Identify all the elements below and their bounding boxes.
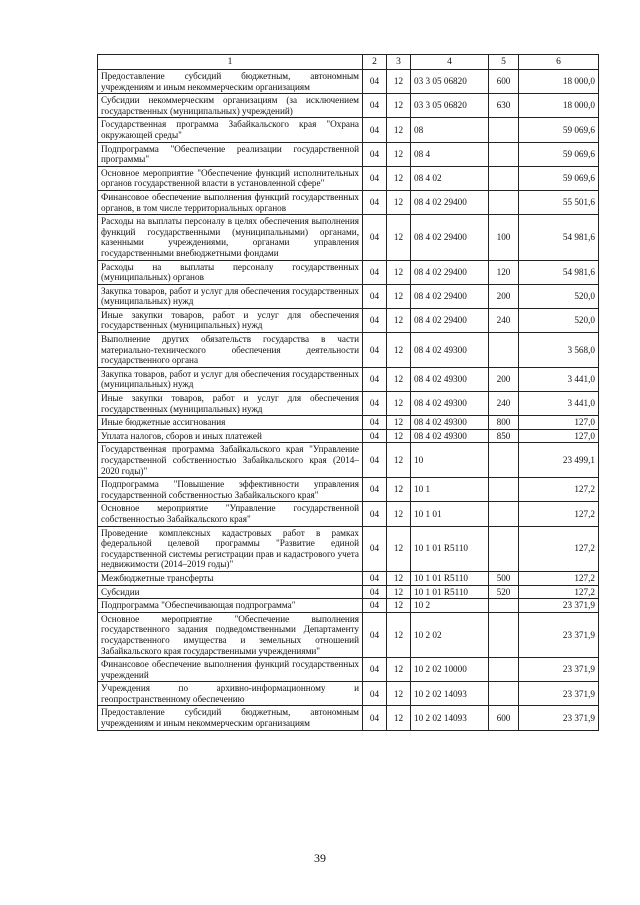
header-cell-expense-type: 5 (489, 55, 519, 70)
section-code: 04 (363, 526, 387, 571)
target-article-code: 08 4 02 29400 (411, 190, 489, 214)
target-article-code: 03 3 05 06820 (411, 94, 489, 118)
item-name: Финансовое обеспечение выполнения функций государственных учреждений (98, 658, 363, 682)
expense-type-code: 520 (489, 585, 519, 599)
table-row (98, 682, 599, 706)
expense-type-code (489, 599, 519, 613)
item-name: Основное мероприятие "Обеспечение функций исполнительных органов государственной власти в установленной сфере" (98, 166, 363, 190)
table-row (98, 260, 599, 284)
expense-type-code (489, 658, 519, 682)
amount: 54 981,6 (519, 260, 599, 284)
table-row (98, 215, 599, 260)
table-row (98, 308, 599, 332)
section-code: 04 (363, 333, 387, 368)
table-row (98, 443, 599, 478)
target-article-code: 10 2 02 10000 (411, 658, 489, 682)
subsection-code: 12 (387, 284, 411, 308)
target-article-code: 10 1 01 R5110 (411, 585, 489, 599)
subsection-code: 12 (387, 682, 411, 706)
item-name: Выполнение других обязательств государства в части материально-технического обеспечения деятельности государственного органа (98, 333, 363, 368)
subsection-code: 12 (387, 429, 411, 443)
item-name: Расходы на выплаты персоналу в целях обеспечения выполнения функций государственными (муниципальными) органами, казенными учреждениями, органами управления государственными внебюджетными фондами (98, 215, 363, 260)
expense-type-code: 240 (489, 308, 519, 332)
page-number: 39 (314, 851, 326, 865)
target-article-code: 08 4 02 (411, 166, 489, 190)
section-code: 04 (363, 612, 387, 657)
target-article-code: 10 2 (411, 599, 489, 613)
target-article-code: 03 3 05 06820 (411, 70, 489, 94)
subsection-code: 12 (387, 333, 411, 368)
table-row (98, 333, 599, 368)
expense-type-code (489, 190, 519, 214)
section-code: 04 (363, 682, 387, 706)
item-name: Учреждения по архивно-информационному и геопространственному обеспечению (98, 682, 363, 706)
target-article-code: 08 (411, 118, 489, 142)
expense-type-code: 200 (489, 367, 519, 391)
subsection-code: 12 (387, 367, 411, 391)
table-row (98, 478, 599, 502)
amount: 59 069,6 (519, 118, 599, 142)
target-article-code: 10 1 01 R5110 (411, 526, 489, 571)
amount: 23 371,9 (519, 682, 599, 706)
section-code: 04 (363, 429, 387, 443)
item-name: Межбюджетные трансферты (98, 571, 363, 585)
item-name: Субсидии некоммерческим организациям (за исключением государственных (муниципальных) учреждений) (98, 94, 363, 118)
amount: 127,2 (519, 478, 599, 502)
amount: 23 371,9 (519, 599, 599, 613)
expense-type-code (489, 443, 519, 478)
target-article-code: 10 (411, 443, 489, 478)
subsection-code: 12 (387, 190, 411, 214)
amount: 127,2 (519, 502, 599, 526)
table-row (98, 526, 599, 571)
amount: 18 000,0 (519, 94, 599, 118)
amount: 23 499,1 (519, 443, 599, 478)
amount: 3 441,0 (519, 367, 599, 391)
section-code: 04 (363, 502, 387, 526)
section-code: 04 (363, 166, 387, 190)
section-code: 04 (363, 585, 387, 599)
amount: 127,0 (519, 429, 599, 443)
expense-type-code: 240 (489, 392, 519, 416)
table-row (98, 284, 599, 308)
section-code: 04 (363, 571, 387, 585)
target-article-code: 08 4 (411, 142, 489, 166)
table-row (98, 416, 599, 430)
target-article-code: 10 2 02 14093 (411, 682, 489, 706)
subsection-code: 12 (387, 443, 411, 478)
target-article-code: 08 4 02 29400 (411, 215, 489, 260)
subsection-code: 12 (387, 585, 411, 599)
expense-type-code: 500 (489, 571, 519, 585)
section-code: 04 (363, 392, 387, 416)
expense-type-code: 200 (489, 284, 519, 308)
amount: 55 501,6 (519, 190, 599, 214)
item-name: Расходы на выплаты персоналу государственных (муниципальных) органов (98, 260, 363, 284)
amount: 54 981,6 (519, 215, 599, 260)
subsection-code: 12 (387, 70, 411, 94)
expense-type-code (489, 118, 519, 142)
target-article-code: 08 4 02 29400 (411, 260, 489, 284)
target-article-code: 10 1 01 (411, 502, 489, 526)
item-name: Предоставление субсидий бюджетным, автономным учреждениям и иным некоммерческим организациям (98, 70, 363, 94)
expense-type-code (489, 526, 519, 571)
amount: 3 568,0 (519, 333, 599, 368)
header-cell-name: 1 (98, 55, 363, 70)
header-cell-section: 2 (363, 55, 387, 70)
target-article-code: 10 2 02 14093 (411, 706, 489, 730)
amount: 23 371,9 (519, 612, 599, 657)
table-row (98, 367, 599, 391)
target-article-code: 08 4 02 49300 (411, 429, 489, 443)
expense-type-code (489, 142, 519, 166)
table-row (98, 612, 599, 657)
target-article-code: 10 2 02 (411, 612, 489, 657)
table-body (98, 70, 599, 731)
amount: 127,0 (519, 416, 599, 430)
section-code: 04 (363, 367, 387, 391)
subsection-code: 12 (387, 526, 411, 571)
section-code: 04 (363, 94, 387, 118)
item-name: Иные закупки товаров, работ и услуг для обеспечения государственных (муниципальных) нужд (98, 308, 363, 332)
section-code: 04 (363, 118, 387, 142)
table-row (98, 70, 599, 94)
amount: 23 371,9 (519, 706, 599, 730)
subsection-code: 12 (387, 166, 411, 190)
item-name: Предоставление субсидий бюджетным, автономным учреждениям и иным некоммерческим организациям (98, 706, 363, 730)
table-row (98, 429, 599, 443)
section-code: 04 (363, 658, 387, 682)
expense-type-code (489, 478, 519, 502)
subsection-code: 12 (387, 94, 411, 118)
item-name: Иные закупки товаров, работ и услуг для обеспечения государственных (муниципальных) нужд (98, 392, 363, 416)
table-row (98, 571, 599, 585)
target-article-code: 08 4 02 49300 (411, 392, 489, 416)
item-name: Иные бюджетные ассигнования (98, 416, 363, 430)
subsection-code: 12 (387, 215, 411, 260)
header-row (98, 55, 599, 70)
section-code: 04 (363, 308, 387, 332)
table-row (98, 94, 599, 118)
target-article-code: 08 4 02 29400 (411, 308, 489, 332)
target-article-code: 08 4 02 49300 (411, 333, 489, 368)
subsection-code: 12 (387, 416, 411, 430)
subsection-code: 12 (387, 599, 411, 613)
item-name: Подпрограмма "Обеспечение реализации государственной программы" (98, 142, 363, 166)
table-row (98, 190, 599, 214)
item-name: Подпрограмма "Повышение эффективности управления государственной собственностью Забайкальского края" (98, 478, 363, 502)
amount: 23 371,9 (519, 658, 599, 682)
section-code: 04 (363, 706, 387, 730)
table-row (98, 502, 599, 526)
item-name: Закупка товаров, работ и услуг для обеспечения государственных (муниципальных) нужд (98, 367, 363, 391)
amount: 520,0 (519, 284, 599, 308)
subsection-code: 12 (387, 502, 411, 526)
subsection-code: 12 (387, 142, 411, 166)
expense-type-code: 600 (489, 70, 519, 94)
subsection-code: 12 (387, 260, 411, 284)
table-row (98, 118, 599, 142)
expense-type-code: 850 (489, 429, 519, 443)
header-cell-subsection: 3 (387, 55, 411, 70)
subsection-code: 12 (387, 658, 411, 682)
table-row (98, 599, 599, 613)
expense-type-code: 600 (489, 706, 519, 730)
target-article-code: 08 4 02 29400 (411, 284, 489, 308)
subsection-code: 12 (387, 612, 411, 657)
amount: 127,2 (519, 571, 599, 585)
section-code: 04 (363, 416, 387, 430)
subsection-code: 12 (387, 571, 411, 585)
item-name: Закупка товаров, работ и услуг для обеспечения государственных (муниципальных) нужд (98, 284, 363, 308)
item-name: Подпрограмма "Обеспечивающая подпрограмма" (98, 599, 363, 613)
target-article-code: 08 4 02 49300 (411, 416, 489, 430)
item-name: Основное мероприятие "Обеспечение выполнения государственного задания подведомственными Департаменту государственного имущества и земельных отношений Забайкальского края государственными учреждениями" (98, 612, 363, 657)
table-row (98, 166, 599, 190)
item-name: Финансовое обеспечение выполнения функций государственных органов, в том числе территориальных органов (98, 190, 363, 214)
table-row (98, 658, 599, 682)
section-code: 04 (363, 260, 387, 284)
section-code: 04 (363, 215, 387, 260)
expense-type-code (489, 166, 519, 190)
expense-type-code (489, 612, 519, 657)
header-cell-amount: 6 (519, 55, 599, 70)
budget-table (97, 54, 599, 731)
table-row (98, 706, 599, 730)
section-code: 04 (363, 284, 387, 308)
section-code: 04 (363, 142, 387, 166)
amount: 3 441,0 (519, 392, 599, 416)
target-article-code: 10 1 01 R5110 (411, 571, 489, 585)
item-name: Основное мероприятие "Управление государственной собственностью Забайкальского края" (98, 502, 363, 526)
target-article-code: 10 1 (411, 478, 489, 502)
table-row (98, 142, 599, 166)
subsection-code: 12 (387, 118, 411, 142)
amount: 127,2 (519, 585, 599, 599)
section-code: 04 (363, 478, 387, 502)
item-name: Уплата налогов, сборов и иных платежей (98, 429, 363, 443)
item-name: Государственная программа Забайкальского края "Охрана окружающей среды" (98, 118, 363, 142)
expense-type-code: 100 (489, 215, 519, 260)
amount: 59 069,6 (519, 142, 599, 166)
amount: 520,0 (519, 308, 599, 332)
section-code: 04 (363, 443, 387, 478)
amount: 18 000,0 (519, 70, 599, 94)
expense-type-code (489, 333, 519, 368)
table-row (98, 585, 599, 599)
expense-type-code: 630 (489, 94, 519, 118)
amount: 59 069,6 (519, 166, 599, 190)
expense-type-code: 120 (489, 260, 519, 284)
table-row (98, 392, 599, 416)
amount: 127,2 (519, 526, 599, 571)
expense-type-code (489, 682, 519, 706)
item-name: Проведение комплексных кадастровых работ в рамках федеральной целевой программы "Развитие единой государственной системы регистрации прав и кадастрового учета недвижимости (2014–2019 годы)" (98, 526, 363, 571)
section-code: 04 (363, 70, 387, 94)
subsection-code: 12 (387, 478, 411, 502)
expense-type-code: 800 (489, 416, 519, 430)
subsection-code: 12 (387, 308, 411, 332)
section-code: 04 (363, 190, 387, 214)
expense-type-code (489, 502, 519, 526)
subsection-code: 12 (387, 706, 411, 730)
target-article-code: 08 4 02 49300 (411, 367, 489, 391)
item-name: Государственная программа Забайкальского края "Управление государственной собственностью Забайкальского края (2014–2020 годы)" (98, 443, 363, 478)
subsection-code: 12 (387, 392, 411, 416)
section-code: 04 (363, 599, 387, 613)
header-cell-code: 4 (411, 55, 489, 70)
item-name: Субсидии (98, 585, 363, 599)
